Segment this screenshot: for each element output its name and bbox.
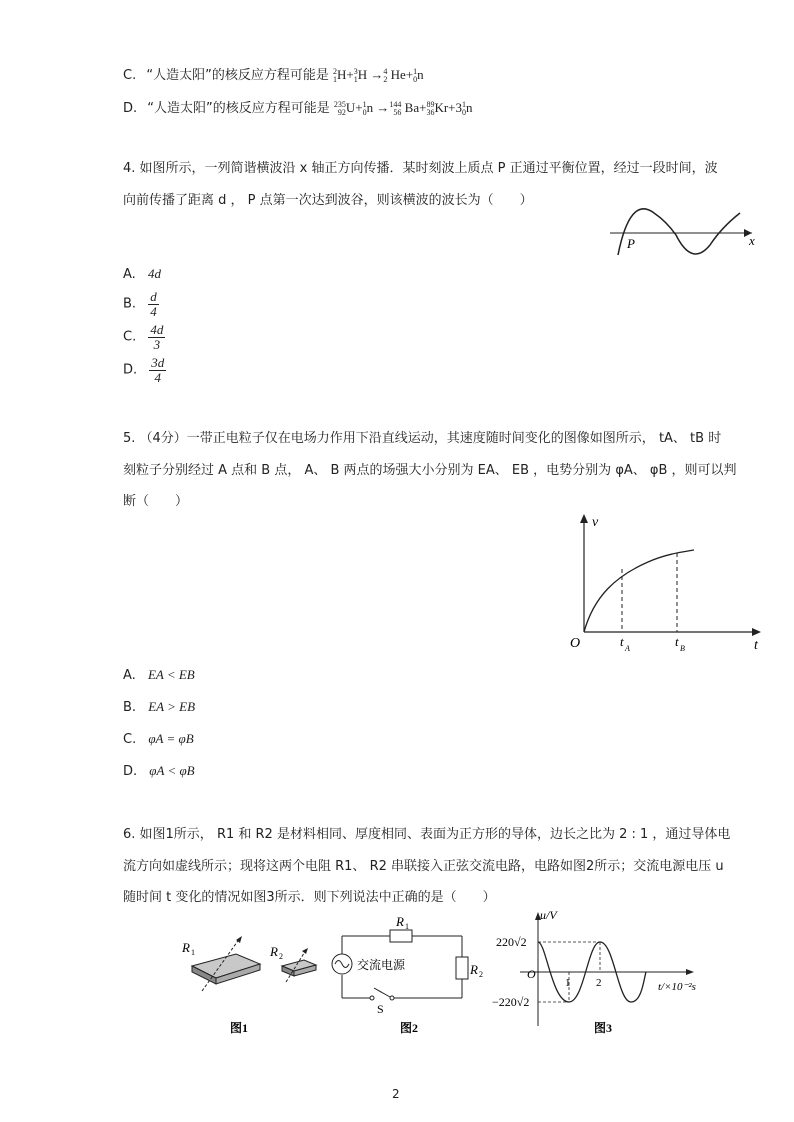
- q4-wave-figure: [606, 205, 758, 260]
- fig2-caption: 图2: [400, 1021, 419, 1035]
- q3-d-label: D.: [123, 101, 138, 116]
- svg-text:1: 1: [191, 948, 195, 957]
- wave-curve: [618, 209, 740, 255]
- svg-text:u/V: u/V: [540, 908, 557, 922]
- q6-stem-line3: 随时间 t 变化的情况如图3所示．则下列说法中正确的是（ ）: [123, 890, 496, 905]
- q3-c-equation: 2 1 H+ 3 1 H → 4 2 He+ 1 0 n: [332, 67, 424, 85]
- vt-v-label: v: [592, 515, 599, 530]
- svg-text:−220√2: −220√2: [492, 995, 530, 1009]
- q3-c-text: “人造太阳”的核反应方程可能是: [146, 68, 329, 83]
- fig2-switch: [374, 988, 390, 997]
- q5-stem-line1: 5. （4分）一带正电粒子仅在电场力作用下沿直线运动，其速度随时间变化的图像如图所示， tA、 tB 时: [123, 431, 722, 446]
- fig2-switch-label: S: [377, 1002, 384, 1016]
- q3-option-d: [123, 97, 473, 117]
- q3-c-label: C.: [123, 68, 137, 83]
- svg-text:1: 1: [405, 922, 409, 931]
- q5-option-a: A. EA < EB: [123, 667, 195, 683]
- svg-text:R: R: [396, 914, 404, 929]
- svg-text:1: 1: [565, 977, 571, 989]
- q5-option-b: B. EA > EB: [123, 699, 196, 715]
- svg-text:O: O: [527, 967, 536, 981]
- fig2-r1-resistor: [390, 930, 412, 942]
- wave-p-label: P: [627, 236, 635, 251]
- q3-option-c: [123, 64, 424, 84]
- q4-option-c: C. $\frac{4d}{3}$: [123, 322, 164, 352]
- svg-text:2: 2: [479, 970, 483, 979]
- vt-o-label: O: [570, 636, 581, 651]
- q3-d-text: “人造太阳”的核反应方程可能是: [147, 101, 330, 116]
- vt-t-label: t: [754, 638, 758, 653]
- q6-stem-line1: 6. 如图1所示， R1 和 R2 是材料相同、厚度相同、表面为正方形的导体，边长之比为 2 : 1 ，通过导体电: [123, 827, 731, 842]
- q4-stem-line1: 4. 如图所示，一列简谐横波沿 x 轴正方向传播．某时刻波上质点 P 正通过平衡位置，经过一段时间，波: [123, 161, 718, 176]
- page-number: 2: [392, 1087, 400, 1101]
- fig1-caption: 图1: [230, 1021, 249, 1035]
- fig2-source-label: 交流电源: [357, 958, 406, 972]
- q3-d-equation: 235 92 U+ 1 0 n → 144 56 Ba+ 89 36 Kr+3 1 0 n: [333, 100, 473, 118]
- fig3-caption: 图3: [594, 1021, 613, 1035]
- q4-stem-line2: 向前传播了距离 d ， P 点第一次达到波谷，则该横波的波长为（ ）: [123, 193, 533, 208]
- q6-fig2: [330, 912, 490, 1036]
- svg-text:R: R: [470, 962, 478, 977]
- q4-option-a: A. 4d: [123, 266, 161, 282]
- vt-tb-sub: B: [680, 644, 685, 653]
- q5-stem-line2: 刻粒子分别经过 A 点和 B 点， A、 B 两点的场强大小分别为 EA、 EB ，电势分别为 φA、 φB ，则可以判: [123, 463, 737, 478]
- q5-option-d: D. φA < φB: [123, 763, 195, 779]
- vt-x-arrow: [752, 628, 761, 636]
- q6-stem-line2: 流方向如虚线所示；现将这两个电阻 R1、 R2 串联接入正弦交流电路，电路如图2所示；交流电源电压 u: [123, 859, 724, 874]
- svg-text:220√2: 220√2: [496, 935, 527, 949]
- q4-option-b: B. $\frac{d}{4}$: [123, 289, 157, 319]
- q5-stem-line3: 断（ ）: [123, 494, 189, 509]
- q6-fig3: [490, 906, 710, 1036]
- vt-tb-label: t: [675, 634, 679, 649]
- q5-vt-graph: [566, 510, 766, 655]
- q6-fig1: [180, 936, 330, 1036]
- q5-option-c: C. φA = φB: [123, 731, 194, 747]
- svg-text:t/×10⁻²s: t/×10⁻²s: [658, 981, 696, 993]
- svg-text:2: 2: [279, 952, 283, 961]
- vt-y-arrow: [580, 514, 588, 523]
- vt-ta-label: t: [620, 634, 624, 649]
- q4-option-d: D. $\frac{3d}{4}$: [123, 355, 165, 385]
- vt-ta-sub: A: [625, 644, 630, 653]
- svg-text:R: R: [270, 944, 278, 959]
- wave-x-label: x: [749, 233, 755, 248]
- fig2-r2-resistor: [456, 957, 468, 979]
- svg-text:R: R: [182, 940, 190, 955]
- svg-text:2: 2: [596, 977, 602, 989]
